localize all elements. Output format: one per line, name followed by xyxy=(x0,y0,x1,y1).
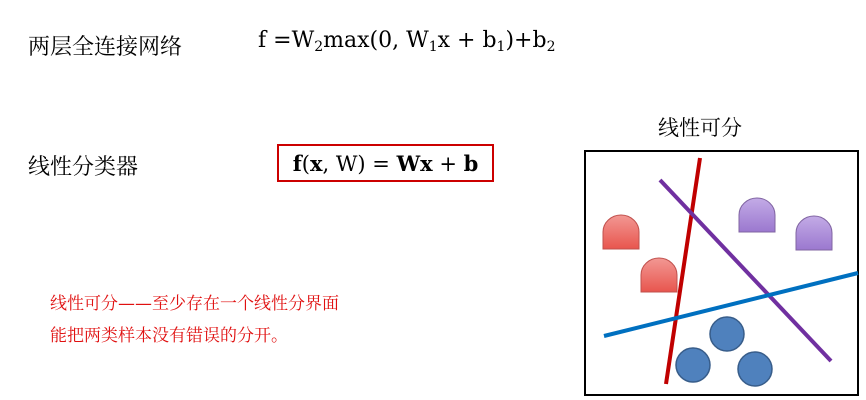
blue-sample-1 xyxy=(710,317,744,351)
note-line-2: 能把两类样本没有错误的分开。 xyxy=(50,326,288,346)
blue-sample-3 xyxy=(738,352,772,386)
red-sample-2 xyxy=(641,258,677,292)
note-line-1: 线性可分——至少存在一个线性分界面 xyxy=(50,294,339,314)
purple-sample-1 xyxy=(739,198,775,232)
linear-classifier-label: 线性分类器 xyxy=(28,155,139,180)
diagram-frame xyxy=(585,151,858,395)
purple-sample-2 xyxy=(796,216,832,250)
blue-sample-2 xyxy=(676,348,710,382)
linear-classifier-formula: f(x, W) = Wx + b xyxy=(277,144,494,182)
linear-separability-diagram xyxy=(584,150,860,396)
diagram-title: 线性可分 xyxy=(658,116,742,140)
two-layer-formula: $f =W_2\max(0$, $W_1x + b_1)+b_2$ xyxy=(258,28,556,55)
red-sample-1 xyxy=(603,215,639,249)
two-layer-label: 两层全连接网络 xyxy=(28,35,183,60)
